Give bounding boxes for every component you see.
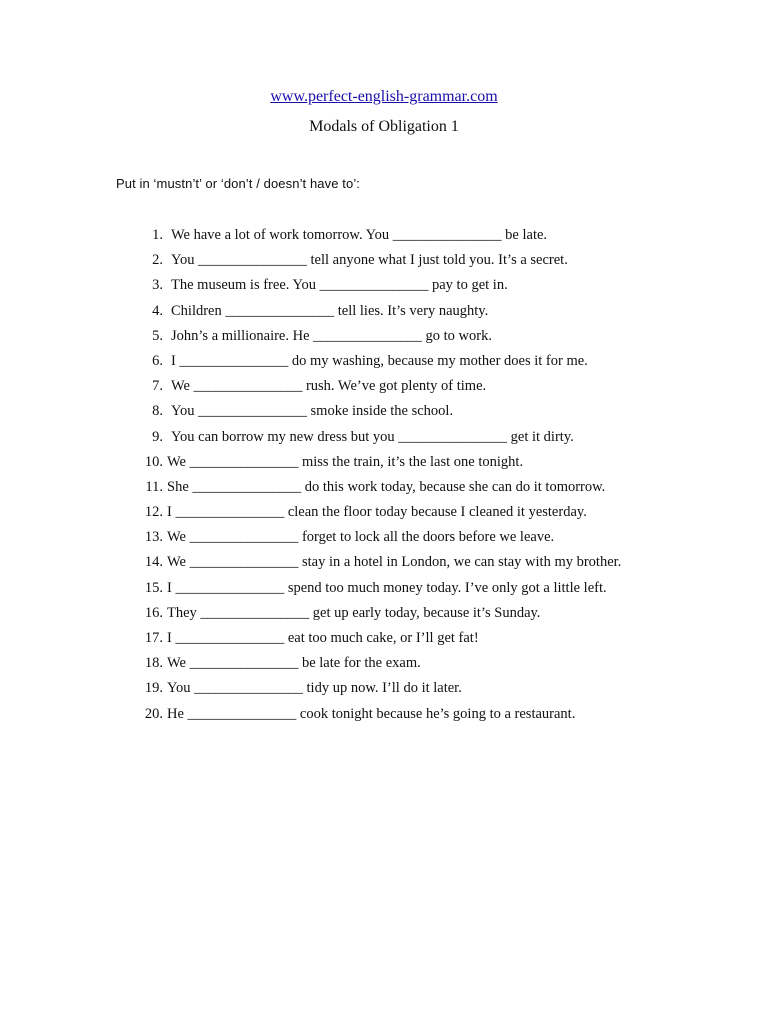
exercise-item-1: [126, 225, 621, 250]
item-number: 10.: [144, 453, 163, 470]
item-number: 5.: [152, 327, 163, 344]
site-link[interactable]: www.perfect-english-grammar.com: [270, 88, 498, 105]
item-text: John’s a millionaire. He _______________ go to work.: [171, 327, 492, 344]
exercise-item-12: [126, 502, 621, 527]
item-number: 2.: [152, 252, 163, 269]
page-title: Modals of Obligation 1: [309, 118, 459, 135]
item-text: I _______________ do my washing, because my mother does it for me.: [171, 352, 588, 369]
item-number: 15.: [144, 579, 163, 596]
exercise-item-10: [126, 452, 621, 477]
item-number: 4.: [152, 302, 163, 319]
item-text: We _______________ forget to lock all the doors before we leave.: [167, 529, 555, 546]
exercise-item-20: [126, 704, 621, 729]
item-text: She _______________ do this work today, because she can do it tomorrow.: [167, 478, 606, 495]
item-number: 7.: [152, 378, 163, 395]
exercise-item-9: [126, 427, 621, 452]
exercise-item-7: [126, 376, 621, 401]
item-number: 6.: [152, 352, 163, 369]
item-number: 9.: [152, 428, 163, 445]
exercise-item-19: [126, 678, 621, 703]
item-number: 17.: [144, 630, 163, 646]
exercise-item-18: [126, 653, 621, 678]
item-text: I _______________ eat too much cake, or I’ll get fat!: [167, 630, 479, 646]
item-number: 20.: [144, 705, 163, 722]
exercise-item-16: [126, 603, 621, 628]
item-text: You _______________ tidy up now. I’ll do it later.: [167, 680, 462, 697]
item-text: Children _______________ tell lies. It’s very naughty.: [171, 302, 489, 319]
item-text: They _______________ get up early today, because it’s Sunday.: [167, 604, 541, 621]
item-number: 14.: [144, 554, 163, 571]
exercise-item-17: [126, 628, 621, 653]
exercise-item-11: [126, 477, 621, 502]
item-text: We have a lot of work tomorrow. You _______________ be late.: [171, 227, 548, 243]
item-number: 16.: [144, 604, 163, 621]
item-text: We _______________ be late for the exam.: [167, 655, 421, 672]
item-number: 13.: [144, 529, 163, 546]
item-text: I _______________ clean the floor today because I cleaned it yesterday.: [167, 504, 587, 521]
item-number: 8.: [152, 403, 163, 420]
item-number: 11.: [145, 478, 163, 495]
exercise-item-6: [126, 351, 621, 376]
item-number: 1.: [152, 227, 163, 243]
item-text: You can borrow my new dress but you _______________ get it dirty.: [171, 428, 574, 445]
exercise-item-4: [126, 301, 621, 326]
item-number: 19.: [144, 680, 163, 697]
exercise-item-15: [126, 578, 621, 603]
exercise-item-2: [126, 250, 621, 275]
exercise-list: [126, 225, 621, 729]
item-text: We _______________ rush. We’ve got plenty of time.: [171, 378, 487, 395]
instruction-text: Put in ‘mustn’t’ or ‘don’t / doesn’t have to’:: [116, 176, 361, 191]
item-text: You _______________ tell anyone what I just told you. It’s a secret.: [171, 252, 568, 269]
item-text: We _______________ miss the train, it’s the last one tonight.: [167, 453, 524, 470]
item-number: 12.: [144, 504, 163, 521]
item-text: The museum is free. You _______________ pay to get in.: [171, 277, 508, 294]
exercise-item-3: [126, 275, 621, 300]
item-text: I _______________ spend too much money today. I’ve only got a little left.: [167, 579, 607, 596]
item-number: 3.: [152, 277, 163, 294]
exercise-item-8: [126, 401, 621, 426]
item-text: He _______________ cook tonight because he’s going to a restaurant.: [167, 705, 576, 722]
exercise-item-13: [126, 527, 621, 552]
item-number: 18.: [144, 655, 163, 672]
exercise-item-5: [126, 326, 621, 351]
exercise-item-14: [126, 552, 621, 577]
item-text: You _______________ smoke inside the school.: [171, 403, 454, 420]
item-text: We _______________ stay in a hotel in London, we can stay with my brother.: [167, 554, 622, 571]
